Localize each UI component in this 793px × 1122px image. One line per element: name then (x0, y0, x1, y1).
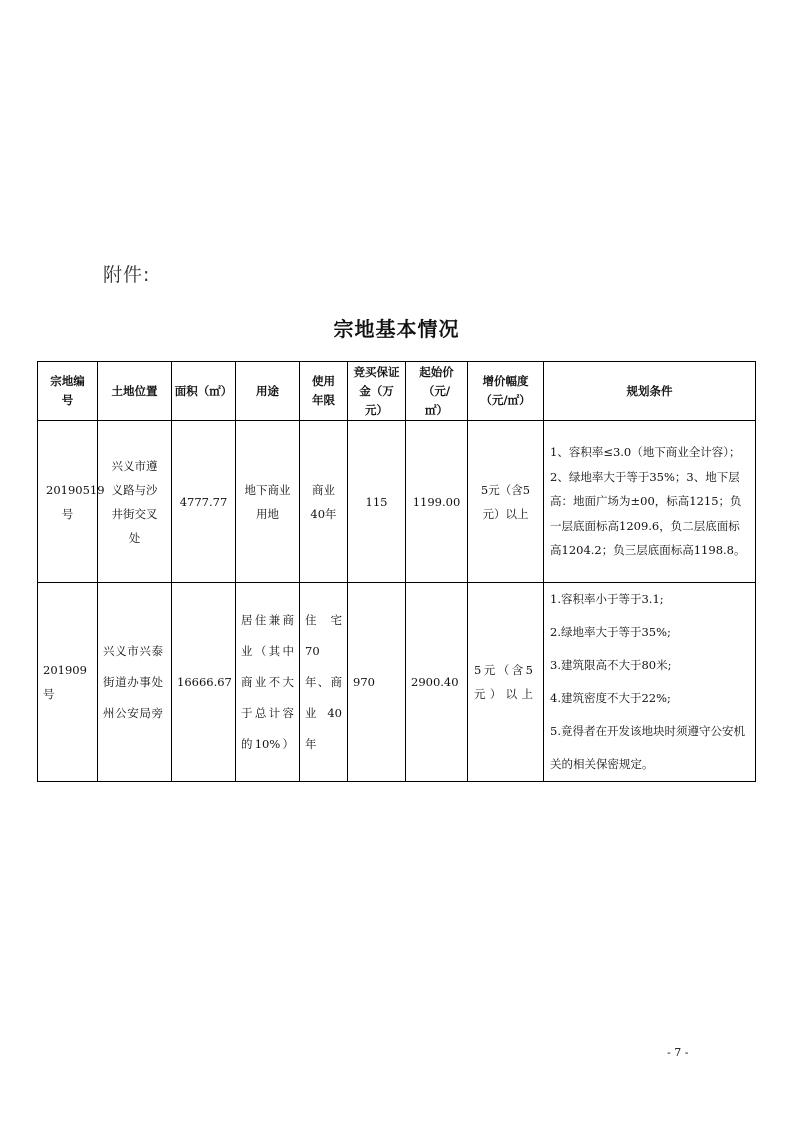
header-start-price: 起始价（元/㎡） (406, 362, 468, 421)
parcel-increment: 5元（含5元）以上 (468, 583, 544, 782)
header-increment: 增价幅度（元/㎡） (468, 362, 544, 421)
condition-line: 2.绿地率大于等于35%; (550, 625, 671, 639)
parcel-term: 商业40年 (300, 421, 348, 583)
parcel-location: 兴义市遵义路与沙井街交叉处 (98, 421, 172, 583)
parcel-location: 兴义市兴泰街道办事处州公安局旁 (98, 583, 172, 782)
parcel-id: 20190519号 (38, 421, 98, 583)
parcel-deposit: 970 (348, 583, 406, 782)
header-location: 土地位置 (98, 362, 172, 421)
page-title: 宗地基本情况 (333, 317, 460, 341)
condition-line: 3.建筑限高不大于80米; (550, 658, 672, 672)
table-row (38, 583, 756, 782)
parcel-table (37, 361, 756, 782)
condition-line: 5.竟得者在开发该地块时须遵守公安机关的相关保密规定。 (550, 724, 745, 771)
header-use: 用途 (236, 362, 300, 421)
parcel-area: 4777.77 (172, 421, 236, 583)
parcel-use: 居住兼商业（其中商业不大于总计容的10%） (236, 583, 300, 782)
parcel-use: 地下商业用地 (236, 421, 300, 583)
parcel-start-price: 2900.40 (406, 583, 468, 782)
parcel-increment: 5元（含5元）以上 (468, 421, 544, 583)
table-header-row (38, 362, 756, 421)
header-conditions: 规划条件 (544, 362, 756, 421)
parcel-start-price: 1199.00 (406, 421, 468, 583)
parcel-term: 住宅70年、商业40年 (300, 583, 348, 782)
parcel-conditions (544, 421, 756, 583)
parcel-deposit: 115 (348, 421, 406, 583)
parcel-conditions (544, 583, 756, 782)
parcel-id: 201909号 (38, 583, 98, 782)
condition-line: 4.建筑密度不大于22%; (550, 691, 671, 705)
header-parcel-id: 宗地编号 (38, 362, 98, 421)
condition-line: 1.容积率小于等于3.1; (550, 592, 664, 606)
header-area: 面积（㎡） (172, 362, 236, 421)
page-number: - 7 - (667, 1046, 689, 1059)
table-row (38, 421, 756, 583)
header-term: 使用年限 (300, 362, 348, 421)
header-deposit: 竞买保证金（万元） (348, 362, 406, 421)
parcel-area: 16666.67 (172, 583, 236, 782)
attachment-label: 附件: (103, 264, 151, 286)
condition-line: 1、容积率≤3.0（地下商业全计容）；2、绿地率大于等于35%；3、地下层高：地面广场为±00，标高1215；负一层底面标高1209.6，负二层底面标高1204.2；负三层底面标高1198.8。 (550, 445, 746, 558)
